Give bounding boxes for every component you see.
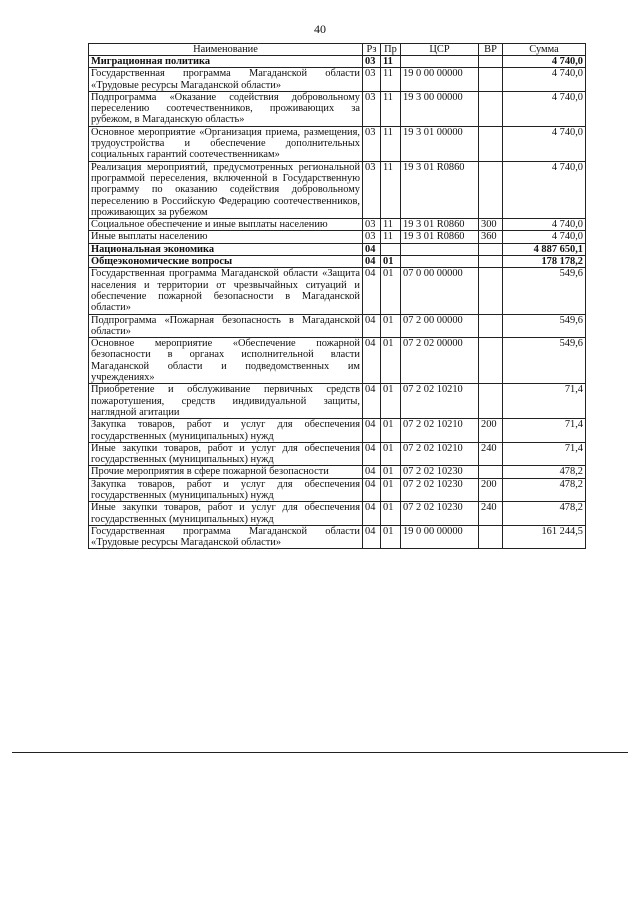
row-pr: 11: [381, 219, 401, 231]
row-sum: 549,6: [503, 268, 586, 314]
row-sum: 478,2: [503, 478, 586, 502]
row-vr: [479, 243, 503, 255]
row-vr: [479, 384, 503, 419]
row-rz: 04: [363, 502, 381, 526]
row-pr: 11: [381, 56, 401, 68]
row-name: Государственная программа Магаданской области «Трудовые ресурсы Магаданской области»: [89, 68, 363, 92]
row-rz: 04: [363, 525, 381, 549]
row-vr: 200: [479, 478, 503, 502]
row-csr: [401, 56, 479, 68]
row-sum: 71,4: [503, 442, 586, 466]
row-name: Общеэкономические вопросы: [89, 256, 363, 268]
row-name: Основное мероприятие «Организация приема, размещения, трудоустройства и обеспечение дополнительных социальных гарантий соотечественникам»: [89, 126, 363, 161]
row-rz: 04: [363, 338, 381, 384]
row-sum: 4 740,0: [503, 91, 586, 126]
row-name: Государственная программа Магаданской области «Трудовые ресурсы Магаданской области»: [89, 525, 363, 549]
row-pr: 11: [381, 68, 401, 92]
row-vr: [479, 126, 503, 161]
row-csr: 19 3 01 R0860: [401, 231, 479, 243]
row-pr: [381, 243, 401, 255]
row-vr: [479, 56, 503, 68]
row-pr: 01: [381, 268, 401, 314]
row-csr: 07 2 02 10230: [401, 466, 479, 478]
row-csr: 07 2 02 10230: [401, 502, 479, 526]
row-pr: 01: [381, 419, 401, 443]
row-sum: 549,6: [503, 314, 586, 338]
footer-divider: [12, 752, 628, 753]
row-csr: 07 2 02 10210: [401, 384, 479, 419]
row-sum: 178 178,2: [503, 256, 586, 268]
row-rz: 03: [363, 68, 381, 92]
row-rz: 04: [363, 268, 381, 314]
table-row: [89, 256, 586, 268]
row-rz: 03: [363, 91, 381, 126]
row-name: Закупка товаров, работ и услуг для обеспечения государственных (муниципальных) нужд: [89, 419, 363, 443]
row-pr: 01: [381, 314, 401, 338]
row-pr: 01: [381, 256, 401, 268]
row-sum: 71,4: [503, 419, 586, 443]
row-sum: 4 740,0: [503, 219, 586, 231]
row-name: Государственная программа Магаданской области «Защита населения и территории от чрезвычайных ситуаций и обеспечение пожарной безопасности в Магаданской области»: [89, 268, 363, 314]
table-row: [89, 384, 586, 419]
table-row: [89, 126, 586, 161]
row-rz: 04: [363, 466, 381, 478]
column-header-name: Наименование: [89, 44, 363, 56]
column-header-sum: Сумма: [503, 44, 586, 56]
row-csr: 07 2 02 00000: [401, 338, 479, 384]
table-row: [89, 219, 586, 231]
row-pr: 11: [381, 231, 401, 243]
row-vr: 300: [479, 219, 503, 231]
row-rz: 04: [363, 419, 381, 443]
row-name: Иные выплаты населению: [89, 231, 363, 243]
column-header-pr: Пр: [381, 44, 401, 56]
row-sum: 549,6: [503, 338, 586, 384]
row-name: Закупка товаров, работ и услуг для обеспечения государственных (муниципальных) нужд: [89, 478, 363, 502]
row-rz: 04: [363, 256, 381, 268]
row-sum: 4 740,0: [503, 126, 586, 161]
row-sum: 4 740,0: [503, 56, 586, 68]
row-name: Прочие мероприятия в сфере пожарной безопасности: [89, 466, 363, 478]
row-pr: 01: [381, 338, 401, 384]
row-vr: [479, 338, 503, 384]
row-vr: [479, 525, 503, 549]
page-number: 40: [314, 22, 326, 36]
row-name: Национальная экономика: [89, 243, 363, 255]
row-pr: 11: [381, 126, 401, 161]
row-csr: [401, 243, 479, 255]
row-pr: 01: [381, 502, 401, 526]
row-csr: 07 2 02 10210: [401, 442, 479, 466]
table-row: [89, 68, 586, 92]
budget-table: [88, 43, 586, 549]
row-vr: [479, 256, 503, 268]
row-rz: 04: [363, 314, 381, 338]
row-vr: [479, 268, 503, 314]
row-vr: 240: [479, 502, 503, 526]
row-csr: 07 2 02 10230: [401, 478, 479, 502]
row-pr: 01: [381, 478, 401, 502]
table-row: [89, 442, 586, 466]
row-sum: 4 740,0: [503, 161, 586, 218]
row-csr: 19 0 00 00000: [401, 68, 479, 92]
table-row: [89, 231, 586, 243]
column-header-rz: Рз: [363, 44, 381, 56]
row-rz: 03: [363, 56, 381, 68]
row-csr: 07 0 00 00000: [401, 268, 479, 314]
row-pr: 01: [381, 384, 401, 419]
row-pr: 01: [381, 442, 401, 466]
row-pr: 01: [381, 525, 401, 549]
row-name: Миграционная политика: [89, 56, 363, 68]
row-csr: 19 3 01 R0860: [401, 161, 479, 218]
table-row: [89, 56, 586, 68]
row-sum: 71,4: [503, 384, 586, 419]
table-row: [89, 419, 586, 443]
row-rz: 03: [363, 126, 381, 161]
row-csr: 19 0 00 00000: [401, 525, 479, 549]
row-rz: 03: [363, 161, 381, 218]
table-row: [89, 338, 586, 384]
row-sum: 4 740,0: [503, 231, 586, 243]
row-sum: 4 887 650,1: [503, 243, 586, 255]
row-vr: 360: [479, 231, 503, 243]
row-rz: 03: [363, 219, 381, 231]
table-row: [89, 243, 586, 255]
row-vr: 240: [479, 442, 503, 466]
row-vr: [479, 68, 503, 92]
row-name: Подпрограмма «Пожарная безопасность в Магаданской области»: [89, 314, 363, 338]
row-name: Подпрограмма «Оказание содействия добровольному переселению соотечественников, проживающих за рубежом, в Магаданскую область»: [89, 91, 363, 126]
row-name: Иные закупки товаров, работ и услуг для обеспечения государственных (муниципальных) нужд: [89, 502, 363, 526]
row-vr: 200: [479, 419, 503, 443]
row-rz: 04: [363, 478, 381, 502]
row-sum: 478,2: [503, 502, 586, 526]
row-csr: [401, 256, 479, 268]
row-name: Реализация мероприятий, предусмотренных региональной программой переселения, включенной в Государственную программу по оказанию содействия добровольному переселению в Российскую Федерацию соотечественников, проживающих за рубежом: [89, 161, 363, 218]
table-row: [89, 502, 586, 526]
table-row: [89, 91, 586, 126]
row-pr: 11: [381, 91, 401, 126]
row-csr: 19 3 01 00000: [401, 126, 479, 161]
row-vr: [479, 314, 503, 338]
row-csr: 07 2 00 00000: [401, 314, 479, 338]
table-row: [89, 466, 586, 478]
row-name: Иные закупки товаров, работ и услуг для обеспечения государственных (муниципальных) нужд: [89, 442, 363, 466]
table-header-row: [89, 44, 586, 56]
table-row: [89, 478, 586, 502]
row-rz: 03: [363, 231, 381, 243]
row-vr: [479, 161, 503, 218]
row-name: Приобретение и обслуживание первичных средств пожаротушения, средств индивидуальной защиты, наглядной агитации: [89, 384, 363, 419]
table-body: [89, 56, 586, 549]
row-sum: 161 244,5: [503, 525, 586, 549]
table-row: [89, 268, 586, 314]
table-row: [89, 525, 586, 549]
row-sum: 478,2: [503, 466, 586, 478]
row-sum: 4 740,0: [503, 68, 586, 92]
row-vr: [479, 91, 503, 126]
row-pr: 11: [381, 161, 401, 218]
row-csr: 07 2 02 10210: [401, 419, 479, 443]
row-csr: 19 3 01 R0860: [401, 219, 479, 231]
row-rz: 04: [363, 442, 381, 466]
row-rz: 04: [363, 243, 381, 255]
column-header-vr: ВР: [479, 44, 503, 56]
row-rz: 04: [363, 384, 381, 419]
row-name: Социальное обеспечение и иные выплаты населению: [89, 219, 363, 231]
row-name: Основное мероприятие «Обеспечение пожарной безопасности в органах исполнительной власти Магаданской области и подведомственных им учреждениях»: [89, 338, 363, 384]
row-vr: [479, 466, 503, 478]
column-header-csr: ЦСР: [401, 44, 479, 56]
table-row: [89, 161, 586, 218]
table-row: [89, 314, 586, 338]
row-pr: 01: [381, 466, 401, 478]
row-csr: 19 3 00 00000: [401, 91, 479, 126]
